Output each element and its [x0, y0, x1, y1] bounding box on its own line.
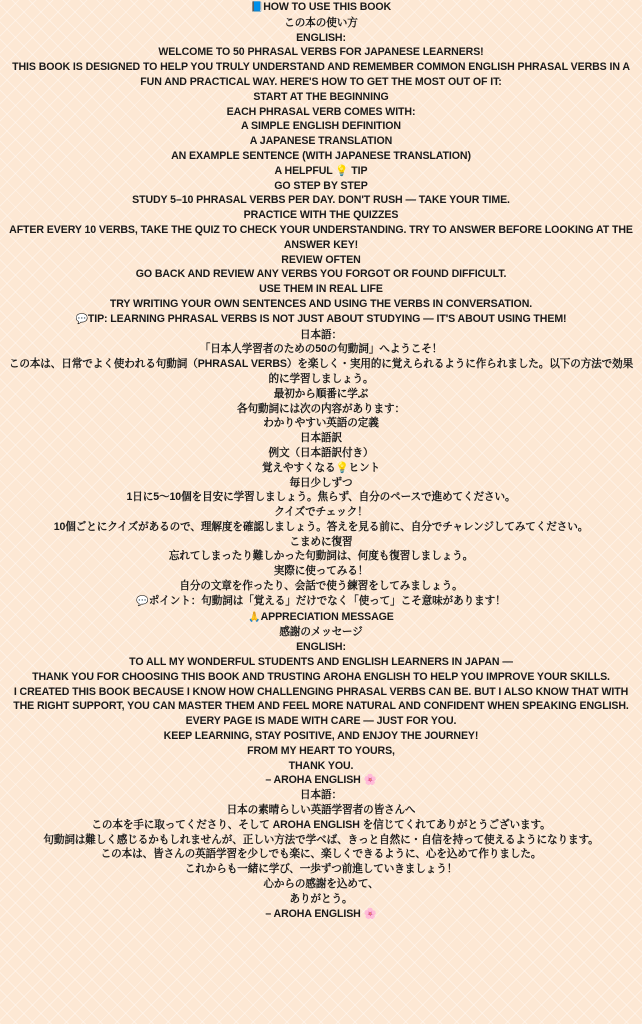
line-text: GO BACK AND REVIEW ANY VERBS YOU FORGOT OR FOUND DIFFICULT.	[135, 268, 507, 281]
text-line	[0, 505, 642, 520]
text-line	[0, 714, 642, 729]
text-line	[0, 640, 642, 655]
text-line	[0, 862, 642, 877]
line-text: FROM MY HEART TO YOURS,	[247, 744, 395, 757]
line-text: 感謝のメッセージ	[279, 626, 363, 639]
text-line	[0, 45, 642, 60]
line-text: こまめに復習	[289, 535, 353, 548]
line-text: KEEP LEARNING, STAY POSITIVE, AND ENJOY THE JOURNEY!	[163, 730, 479, 743]
text-line	[0, 387, 642, 402]
text-line	[0, 297, 642, 312]
line-text: USE THEM IN REAL LIFE	[259, 283, 383, 296]
text-line	[0, 892, 642, 907]
line-text: 例文（日本語訳付き）	[268, 446, 374, 459]
line-text: 日本の素晴らしい英語学習者の皆さんへ	[226, 804, 416, 817]
text-line	[0, 564, 642, 579]
text-line	[0, 907, 642, 922]
line-text: THANK YOU.	[288, 759, 354, 772]
text-line	[0, 833, 642, 848]
line-text: A JAPANESE TRANSLATION	[249, 135, 393, 148]
line-text: 最初から順番に学ぶ	[273, 387, 369, 400]
line-text: A SIMPLE ENGLISH DEFINITION	[241, 120, 401, 133]
text-line	[0, 0, 642, 16]
text-line	[0, 105, 642, 120]
text-line	[0, 328, 642, 343]
line-text: TIP: LEARNING PHRASAL VERBS IS NOT JUST ABOUT STUDYING — IT'S ABOUT USING THEM!	[87, 312, 567, 325]
line-text: WELCOME TO 50 PHRASAL VERBS FOR JAPANESE LEARNERS!	[158, 46, 484, 59]
emoji-icon: 💬	[75, 313, 88, 325]
text-line	[0, 788, 642, 803]
text-line	[0, 759, 642, 774]
line-text: THANK YOU FOR CHOOSING THIS BOOK AND TRUSTING AROHA ENGLISH TO HELP YOU IMPROVE YOUR SKILLS.	[32, 670, 610, 683]
line-text: 10個ごとにクイズがあるので、理解度を確認しましょう。答えを見る前に、自分でチャレンジしてみてください。	[53, 520, 589, 533]
text-line	[0, 594, 642, 610]
text-line	[0, 164, 642, 179]
line-text: 忘れてしまったり難しかった句動詞は、何度も復習しましょう。	[168, 550, 474, 563]
text-line	[0, 208, 642, 223]
line-text: ありがとう。	[289, 892, 353, 905]
emoji-icon: 📘	[250, 2, 264, 13]
line-text: 覚えやすくなる💡ヒント	[261, 461, 381, 474]
line-text: これからも一緒に学び、一歩ずつ前進していきましょう！	[184, 863, 458, 876]
text-line	[0, 416, 642, 431]
text-line	[0, 685, 642, 715]
line-text: 心からの感謝を込めて、	[263, 878, 379, 891]
line-text: – AROHA ENGLISH 🌸	[265, 907, 377, 920]
line-text: AN EXAMPLE SENTENCE (WITH JAPANESE TRANSLATION)	[171, 149, 471, 162]
text-line	[0, 223, 642, 253]
text-line	[0, 431, 642, 446]
line-text: PRACTICE WITH THE QUIZZES	[243, 209, 399, 222]
line-text: この本は、日常でよく使われる句動詞（PHRASAL VERBS）を楽しく・実用的に覚えられるように作られました。以下の方法で効果的に学習しましょう。	[8, 358, 634, 385]
text-line	[0, 119, 642, 134]
text-line	[0, 847, 642, 862]
line-text: REVIEW OFTEN	[281, 253, 361, 266]
text-line	[0, 535, 642, 550]
text-line	[0, 267, 642, 282]
line-text: STUDY 5–10 PHRASAL VERBS PER DAY. DON'T RUSH — TAKE YOUR TIME.	[132, 194, 510, 207]
line-text: APPRECIATION MESSAGE	[260, 610, 394, 623]
text-line	[0, 877, 642, 892]
line-text: START AT THE BEGINNING	[253, 90, 389, 103]
text-line	[0, 134, 642, 149]
text-line	[0, 579, 642, 594]
line-text: EACH PHRASAL VERB COMES WITH:	[226, 105, 416, 118]
text-line	[0, 179, 642, 194]
line-text: – AROHA ENGLISH 🌸	[265, 774, 377, 787]
line-text: THIS BOOK IS DESIGNED TO HELP YOU TRULY UNDERSTAND AND REMEMBER COMMON ENGLISH PHRASAL VERBS IN A FUN AND PRACTICAL WAY. HERE'S HOW TO GET THE MOST OUT OF IT:	[12, 61, 630, 88]
line-text: EVERY PAGE IS MADE WITH CARE — JUST FOR YOU.	[185, 715, 457, 728]
text-line	[0, 342, 642, 357]
text-line	[0, 744, 642, 759]
emoji-icon: 🙏	[248, 611, 261, 623]
emoji-icon: 💬	[136, 595, 149, 607]
text-line	[0, 193, 642, 208]
line-text: 実際に使ってみる！	[273, 565, 369, 578]
line-text: 日本語訳	[300, 432, 342, 445]
text-line	[0, 312, 642, 328]
text-line	[0, 803, 642, 818]
line-text: 日本語：	[300, 789, 342, 802]
line-text: ポイント：句動詞は「覚える」だけでなく「使って」こそ意味があります！	[148, 594, 506, 607]
text-line	[0, 625, 642, 640]
text-line	[0, 773, 642, 788]
text-line	[0, 461, 642, 476]
text-line	[0, 655, 642, 670]
line-text: 日本語：	[300, 328, 342, 341]
text-line	[0, 549, 642, 564]
line-text: TRY WRITING YOUR OWN SENTENCES AND USING THE VERBS IN CONVERSATION.	[109, 297, 533, 310]
line-text: この本は、皆さんの英語学習を少しでも楽に、楽しくできるように、心を込めて作りました。	[100, 848, 542, 861]
text-line	[0, 520, 642, 535]
line-text: 句動詞は難しく感じるかもしれませんが、正しい方法で学べば、きっと自然に・自信を持って使えるようになります。	[43, 833, 599, 846]
text-line	[0, 16, 642, 31]
text-line	[0, 446, 642, 461]
line-text: ENGLISH:	[296, 641, 346, 654]
text-line	[0, 60, 642, 90]
line-text: この本の使い方	[284, 16, 358, 29]
line-text: I CREATED THIS BOOK BECAUSE I KNOW HOW CHALLENGING PHRASAL VERBS CAN BE. BUT I ALSO KNOW THAT WITH THE RIGHT SUPPORT, YOU CAN MASTER THEM AND FEEL MORE NATURAL AND CONFIDENT WHEN SPEAKING ENGLISH.	[13, 685, 629, 713]
text-line	[0, 670, 642, 685]
text-line	[0, 610, 642, 626]
text-line	[0, 818, 642, 833]
text-line	[0, 402, 642, 417]
text-line	[0, 282, 642, 297]
line-text: AFTER EVERY 10 VERBS, TAKE THE QUIZ TO CHECK YOUR UNDERSTANDING. TRY TO ANSWER BEFORE LOOKING AT THE ANSWER KEY!	[9, 223, 633, 251]
text-line	[0, 149, 642, 164]
line-text: 毎日少しずつ	[289, 476, 353, 489]
text-line	[0, 357, 642, 387]
line-text: わかりやすい英語の定義	[263, 417, 379, 430]
text-line	[0, 490, 642, 505]
line-text: この本を手に取ってくださり、そして AROHA ENGLISH を信じてくれてありがとうございます。	[91, 818, 551, 831]
text-line	[0, 90, 642, 105]
line-text: 「日本人学習者のための50の句動詞」へようこそ！	[199, 343, 443, 356]
line-text: 1日に5〜10個を目安に学習しましょう。焦らず、自分のペースで進めてください。	[126, 491, 516, 504]
line-text: A HELPFUL 💡 TIP	[274, 164, 368, 177]
line-text: HOW TO USE THIS BOOK	[263, 1, 392, 13]
text-line	[0, 476, 642, 491]
text-line	[0, 31, 642, 46]
line-text: クイズでチェック！	[274, 506, 368, 519]
text-line	[0, 253, 642, 268]
line-text: 自分の文章を作ったり、会話で使う練習をしてみましょう。	[179, 580, 463, 593]
line-text: TO ALL MY WONDERFUL STUDENTS AND ENGLISH LEARNERS IN JAPAN —	[129, 656, 513, 669]
line-text: 各句動詞には次の内容があります：	[237, 402, 405, 415]
line-text: GO STEP BY STEP	[274, 179, 368, 192]
text-line	[0, 729, 642, 744]
line-text: ENGLISH:	[296, 31, 346, 44]
